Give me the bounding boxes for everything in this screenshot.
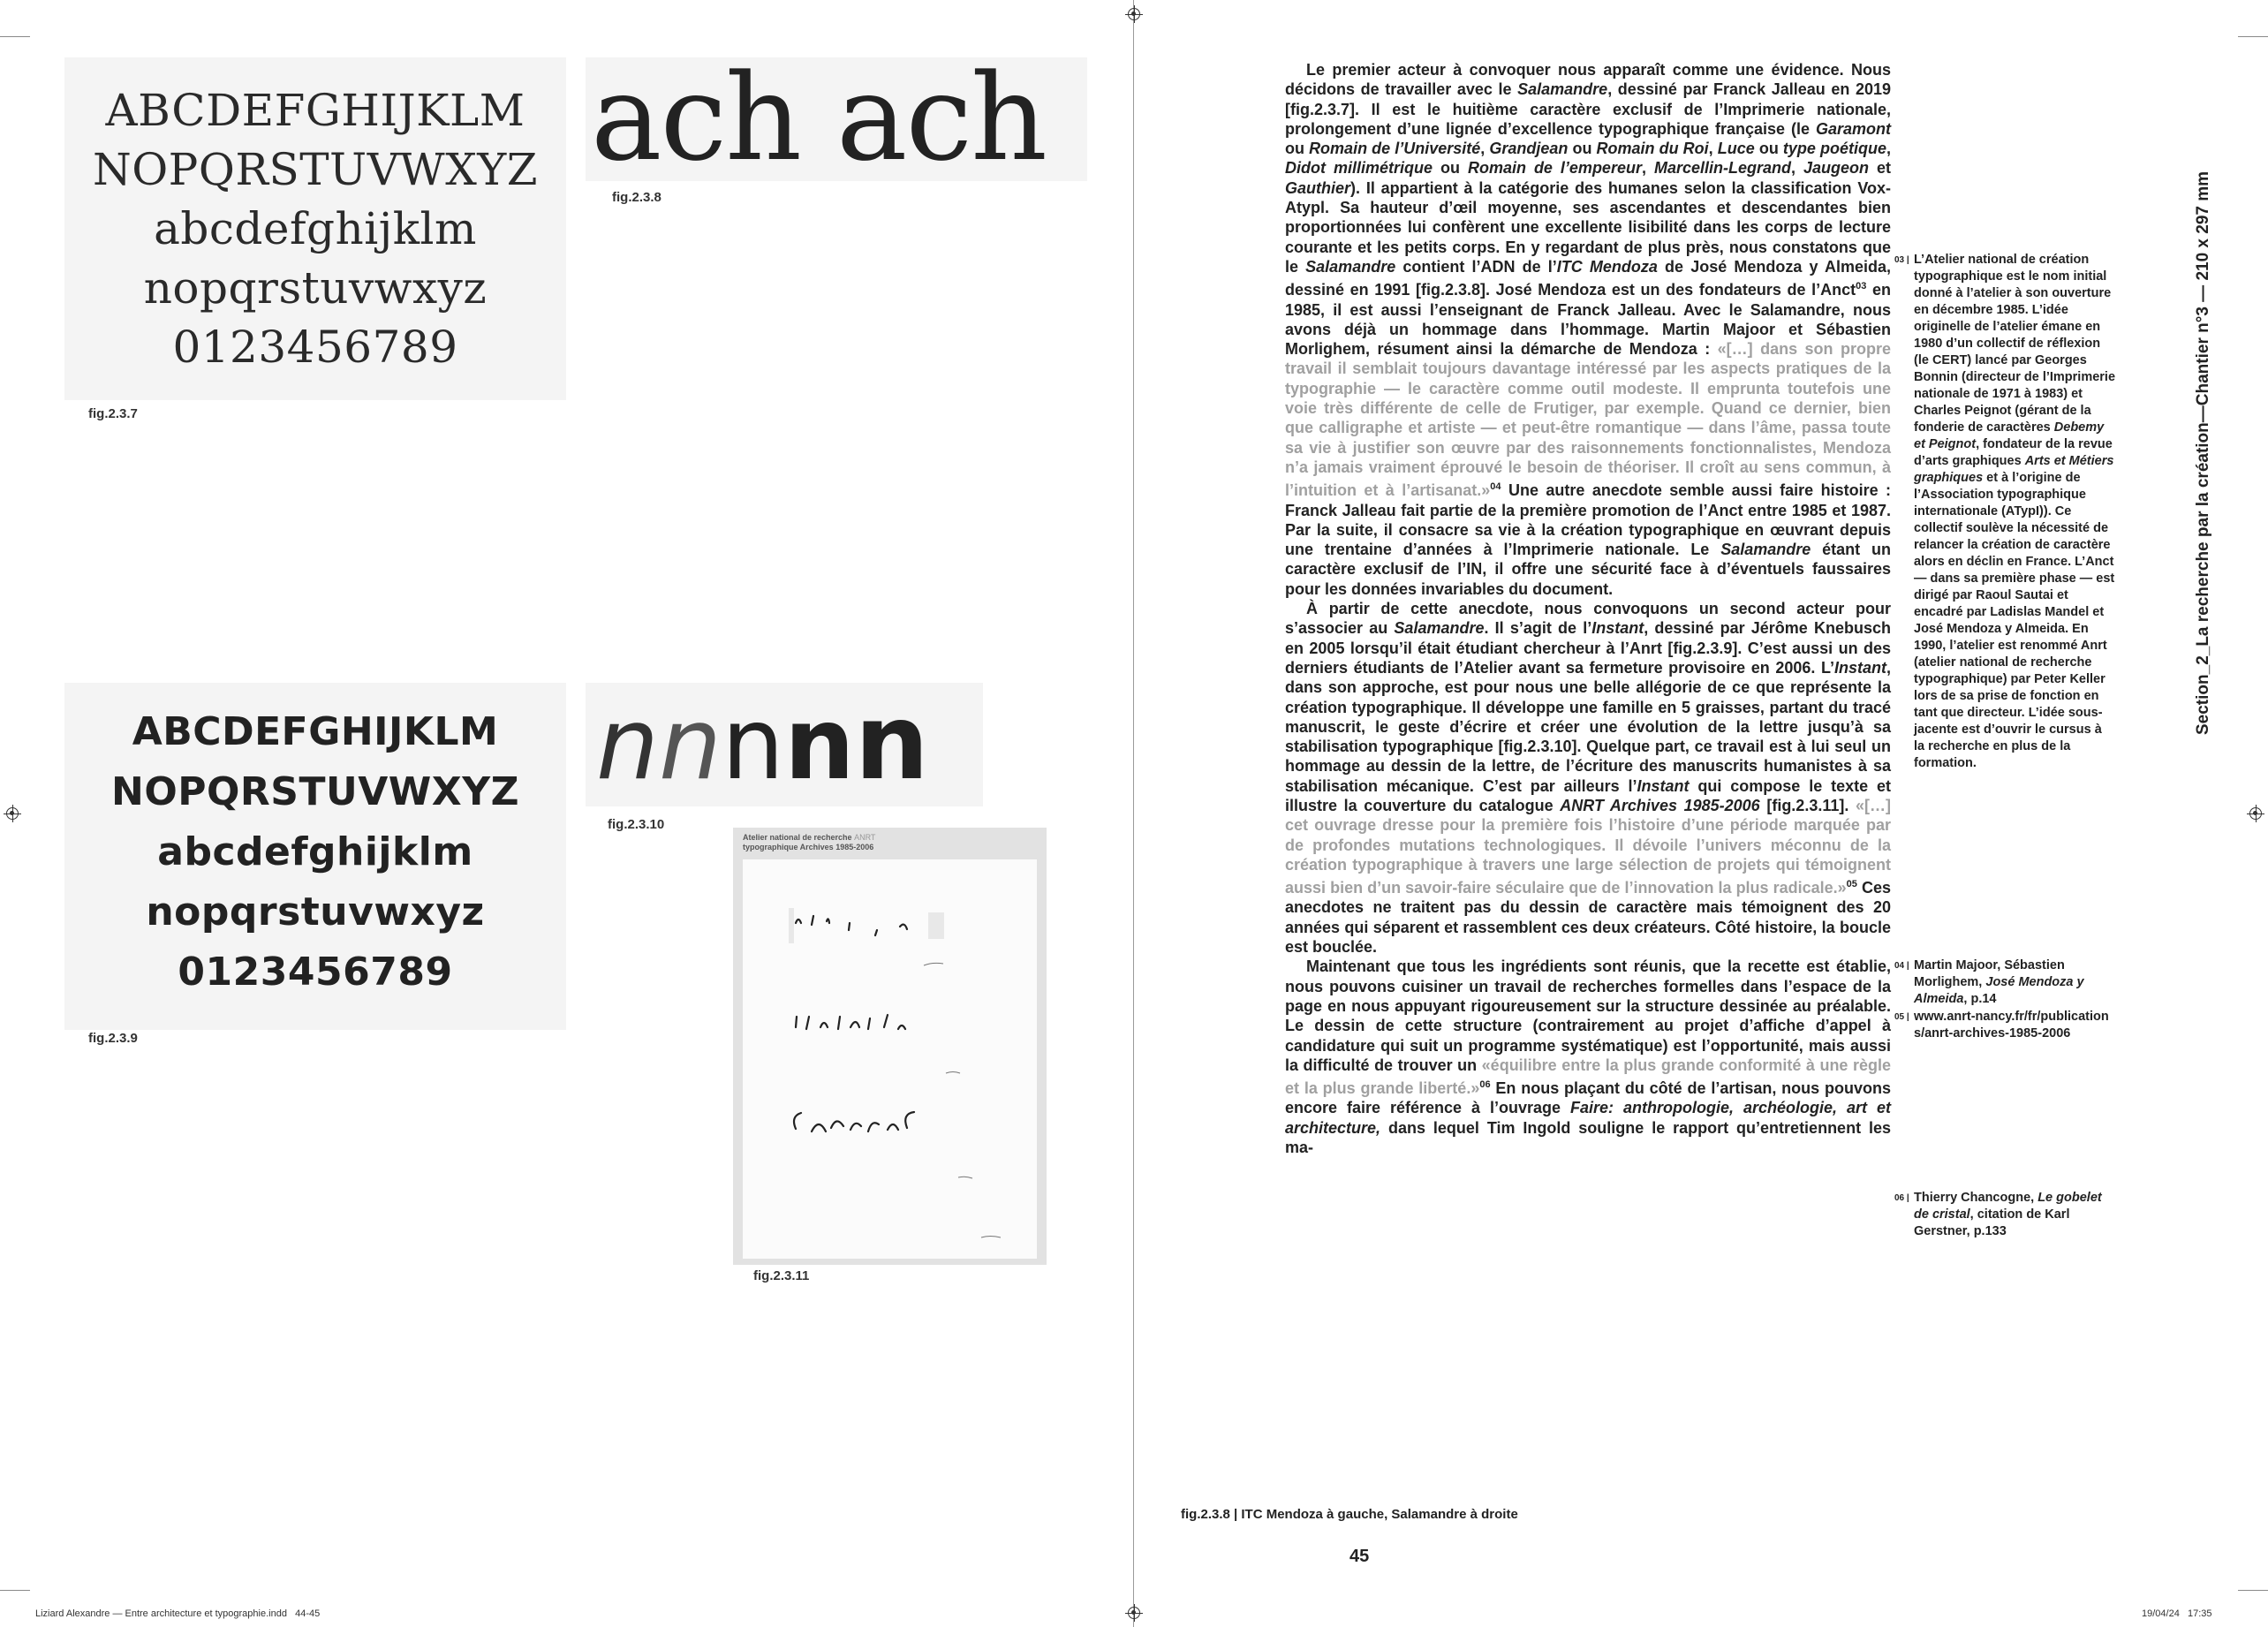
footnote-04: 04 | Martin Majoor, Sébastien Morlighem, José Mendoza y Almeida, p.14 — [1894, 958, 2084, 1006]
page-number: 45 — [1349, 1547, 1370, 1566]
registration-mark — [6, 807, 19, 820]
registration-mark — [2249, 807, 2262, 820]
fig-caption: fig.2.3.8 — [612, 190, 662, 205]
crop-mark — [0, 36, 30, 37]
weight-glyph-regular: n — [721, 687, 784, 802]
slug-right: 19/04/24 17:35 — [2142, 1608, 2212, 1619]
ach-sample: ach ach — [591, 49, 1046, 187]
weight-glyph-black: n — [854, 681, 927, 803]
specimen-line: abcdefghijklm — [154, 203, 477, 254]
crop-mark — [2238, 36, 2268, 37]
cover-header: Atelier national de recherche ANRT typographique Archives 1985-2006 — [743, 833, 876, 851]
fig-caption: fig.2.3.9 — [88, 1031, 138, 1046]
slug-left: Liziard Alexandre — Entre architecture et typographie.indd 44-45 — [35, 1608, 321, 1619]
running-title-vertical: Section_2_La recherche par la création—Chantier n°3 — 210 x 297 mm — [2194, 170, 2212, 735]
fig-caption: fig.2.3.11 — [753, 1268, 810, 1283]
specimen-line: NOPQRSTUVWXYZ — [111, 769, 519, 814]
registration-mark — [1128, 1607, 1140, 1619]
specimen-line: nopqrstuvwxyz — [146, 889, 485, 935]
specimen-line: ABCDEFGHIJKLM — [132, 709, 499, 754]
footnote-05: 05 | www.anrt-nancy.fr/fr/publications/anrt-archives-1985-2006 — [1894, 1010, 2109, 1041]
footnote-03: 03 | L’Atelier national de création typographique est le nom initial donné à l’atelier à son ouverture en décembre 1985. L’idée originelle de l’atelier émane en 1980 d’un collectif de réflexion (le CERT) lancé par Georges Bonnin (directeur de l’Imprimerie nationale de 1971 à 1983) et Charles Peignot (gérant de la fonderie de caractères Debemy et Peignot, fondateur de la revue d’arts graphiques Arts et Métiers graphiques et à l’origine de l’Association typographique internationale (ATypI)). Ce collectif soulève la nécessité de relancer la création de caractère alors en déclin en France. L’Anct — dans sa première phase — est dirigé par Raoul Sautai et encadré par Ladislas Mandel et José Mendoza y Almeida. En 1990, l’atelier est renommé Anrt (atelier national de recherche typographique) par Peter Keller lors de sa prise de fonction en tant que directeur. L’idée sous-jacente est d’ouvrir le cursus à la recherche en plus de la formation. — [1894, 253, 2116, 770]
cover-artwork — [743, 859, 1037, 1259]
quote-equilibre: «équilibre entre la plus grande conformité à une règle et la plus grande liberté.» — [1285, 1056, 1891, 1098]
fig-caption: fig.2.3.7 — [88, 406, 138, 421]
fig-2-3-10-weights — [586, 683, 983, 806]
figure-caption-bottom: fig.2.3.8 | ITC Mendoza à gauche, Salamandre à droite — [1181, 1507, 1518, 1522]
specimen-line: ABCDEFGHIJKLM — [105, 85, 525, 136]
quote-mendoza: «[…] dans son propre travail il semblait toujours davantage intéressé par les aspects pratiques de la typographie — le caractère comme outil modeste. Il emprunta toutefois une voie très différente de celle de Frutiger, par exemple. Quand ce dernier, bien que calligraphe et artiste — et peut-être romantique — dans l’âme, passa toute sa vie à justifier son œuvre par des raisonnements fonctionnalistes, Mendoza n’a jamais vraiment éprouvé le besoin de théoriser. Il croît au sens commun, à l’intuition et à l’artisanat.» — [1285, 340, 1891, 500]
weight-glyph-hairline: n — [596, 687, 659, 802]
paragraph-2: À partir de cette anecdote, nous convoquons un second acteur pour s’associer au Salamandre. Il s’agit de l’Instant, dessiné par Jérôme Knebusch en 2005 lorsqu’il était étudiant chercheur à l’Anrt [fig.2.3.9]. C’est aussi un des derniers étudiants de l’Atelier avant sa fermeture provisoire en 2006. L’Instant, dans son approche, est pour nous une belle allégorie de ce que représente la création typographique. Il développe une famille en 5 graisses, partant du tracé manuscrit, le geste d’écrire et créer une évolution de la lettre jusqu’à sa stabilisation typographique [fig.2.3.10]. Quelque part, ce travail est à lui seul un hommage au dessin de la lettre, de l’écriture des manuscrits humanistes à sa stabilisation mécanique. C’est par ailleurs l’Instant qui compose le texte et illustre la couverture du catalogue ANRT Archives 1985-2006 [fig.2.3.11]. «[…] cet ouvrage dresse pour la première fois l’histoire d’une période marquée par de profondes mutations technologiques. Il dévoile l’univers méconnu de la création typographique à travers une large sélection de projets qui témoignent aussi bien d’un savoir-faire séculaire que de l’innovation la plus radicale.»$^{05}$ Ces anecdotes ne traitent pas du dessin de caractère mais témoignent des 20 années qui séparent et rassemblent ces deux créateurs. Côté histoire, la boucle est bouclée. — [1285, 600, 1892, 957]
gutter-line — [1133, 0, 1134, 1627]
specimen-line: 0123456789 — [178, 950, 453, 995]
quote-anrt: «[…] cet ouvrage dresse pour la première fois l’histoire d’une période marquée par de profondes mutations technologiques. Il dévoile l’univers méconnu de la création typographique à travers une large sélection de projets qui témoignent aussi bien d’un savoir-faire séculaire que de l’innovation la plus radicale.» — [1285, 796, 1891, 897]
specimen-line: nopqrstuvwxyz — [143, 262, 488, 314]
crop-mark — [2238, 1590, 2268, 1591]
registration-mark — [1128, 8, 1140, 20]
specimen-line: 0123456789 — [172, 322, 458, 373]
paragraph-1: Le premier acteur à convoquer nous apparaît comme une évidence. Nous décidons de travailler avec le Salamandre, dessiné par Franck Jalleau en 2019 [fig.2.3.7]. Il est le huitième caractère exclusif de l’Imprimerie nationale, prolongement d’une lignée d’excellence typographique française (le Garamont ou Romain de l’Université, Grandjean ou Romain du Roi, Luce ou type poétique, Didot millimétrique ou Romain de l’empereur, Marcellin-Legrand, Jaugeon et Gauthier). Il appartient à la catégorie des humanes selon la classification Vox-Atypl. Sa hauteur d’œil moyenne, ses ascendantes et descendantes bien proportionnées lui confèrent une excellente lisibilité dans les corps de lecture courante et les petits corps. En y regardant de plus près, nous constatons que le Salamandre contient l’ADN de l’ITC Mendoza de José Mendoza y Almeida, dessiné en 1991 [fig.2.3.8]. José Mendoza est un des fondateurs de l’Anct$^{03}$ en 1985, il est aussi l’enseignant de Franck Jalleau. Avec le Salamandre, nous avons déjà un hommage dans l’hommage. Martin Majoor et Sébastien Morlighem, résument ainsi la démarche de Mendoza : «[…] dans son propre travail il semblait toujours davantage intéressé par les aspects pratiques de la typographie — le caractère comme outil modeste. Il emprunta toutefois une voie très différente de celle de Frutiger, par exemple. Quand ce dernier, bien que calligraphe et artiste — et peut-être romantique — dans l’âme, passa toute sa vie à justifier son œuvre par des raisonnements fonctionnalistes, Mendoza n’a jamais vraiment éprouvé le besoin de théoriser. Il croît au sens commun, à l’intuition et à l’artisanat.»$^{04}$ Une autre anecdote semble aussi faire histoire : Franck Jalleau fait partie de la première promotion de l’Anct entre 1985 et 1987. Par la suite, il consacre sa vie à la création typographique en œuvrant depuis une trentaine d’années à l’Imprimerie nationale. Le Salamandre étant un caractère exclusif de l’IN, il offre une sécurité face à d’éventuels faussaires pour les données invariables du document. — [1285, 61, 1892, 598]
footnote-06: 06 | Thierry Chancogne, Le gobelet de cristal, citation de Karl Gerstner, p.133 — [1894, 1191, 2102, 1238]
paragraph-3: Maintenant que tous les ingrédients sont réunis, que la recette est établie, nous pouvons cuisiner un travail de recherches formelles dans l’espace de la page en nous appuyant rigoureusement sur la structure dessinée au préalable. Le dessin de cette structure (contrairement au projet d’affiche d’appel à candidature qui suit un programme systématique) est l’opportunité, mais aussi la difficulté de trouver un «équilibre entre la plus grande conformité à une règle et la plus grande liberté.»$^{06}$ En nous plaçant du côté de l’artisan, nous pouvons encore faire référence à l’ouvrage Faire: anthropologie, archéologie, art et architecture, dans lequel Tim Ingold souligne le rapport qu’entretiennent les ma- — [1285, 957, 1891, 1157]
fig-2-3-9-specimen — [64, 683, 566, 1030]
specimen-line: abcdefghijklm — [157, 829, 473, 874]
weight-glyph-light: n — [658, 687, 722, 802]
fig-2-3-7-specimen — [64, 57, 566, 400]
specimen-line: NOPQRSTUVWXYZ — [92, 144, 539, 195]
fig-caption: fig.2.3.10 — [608, 817, 665, 832]
main-body-text — [1285, 60, 1891, 1157]
fig-2-3-8-specimen — [586, 49, 1087, 187]
anrt-archives-cover — [733, 828, 1047, 1265]
handwritten-strokes-illustration — [743, 859, 1037, 1259]
weight-glyph-bold: n — [783, 687, 855, 802]
crop-mark — [0, 1590, 30, 1591]
